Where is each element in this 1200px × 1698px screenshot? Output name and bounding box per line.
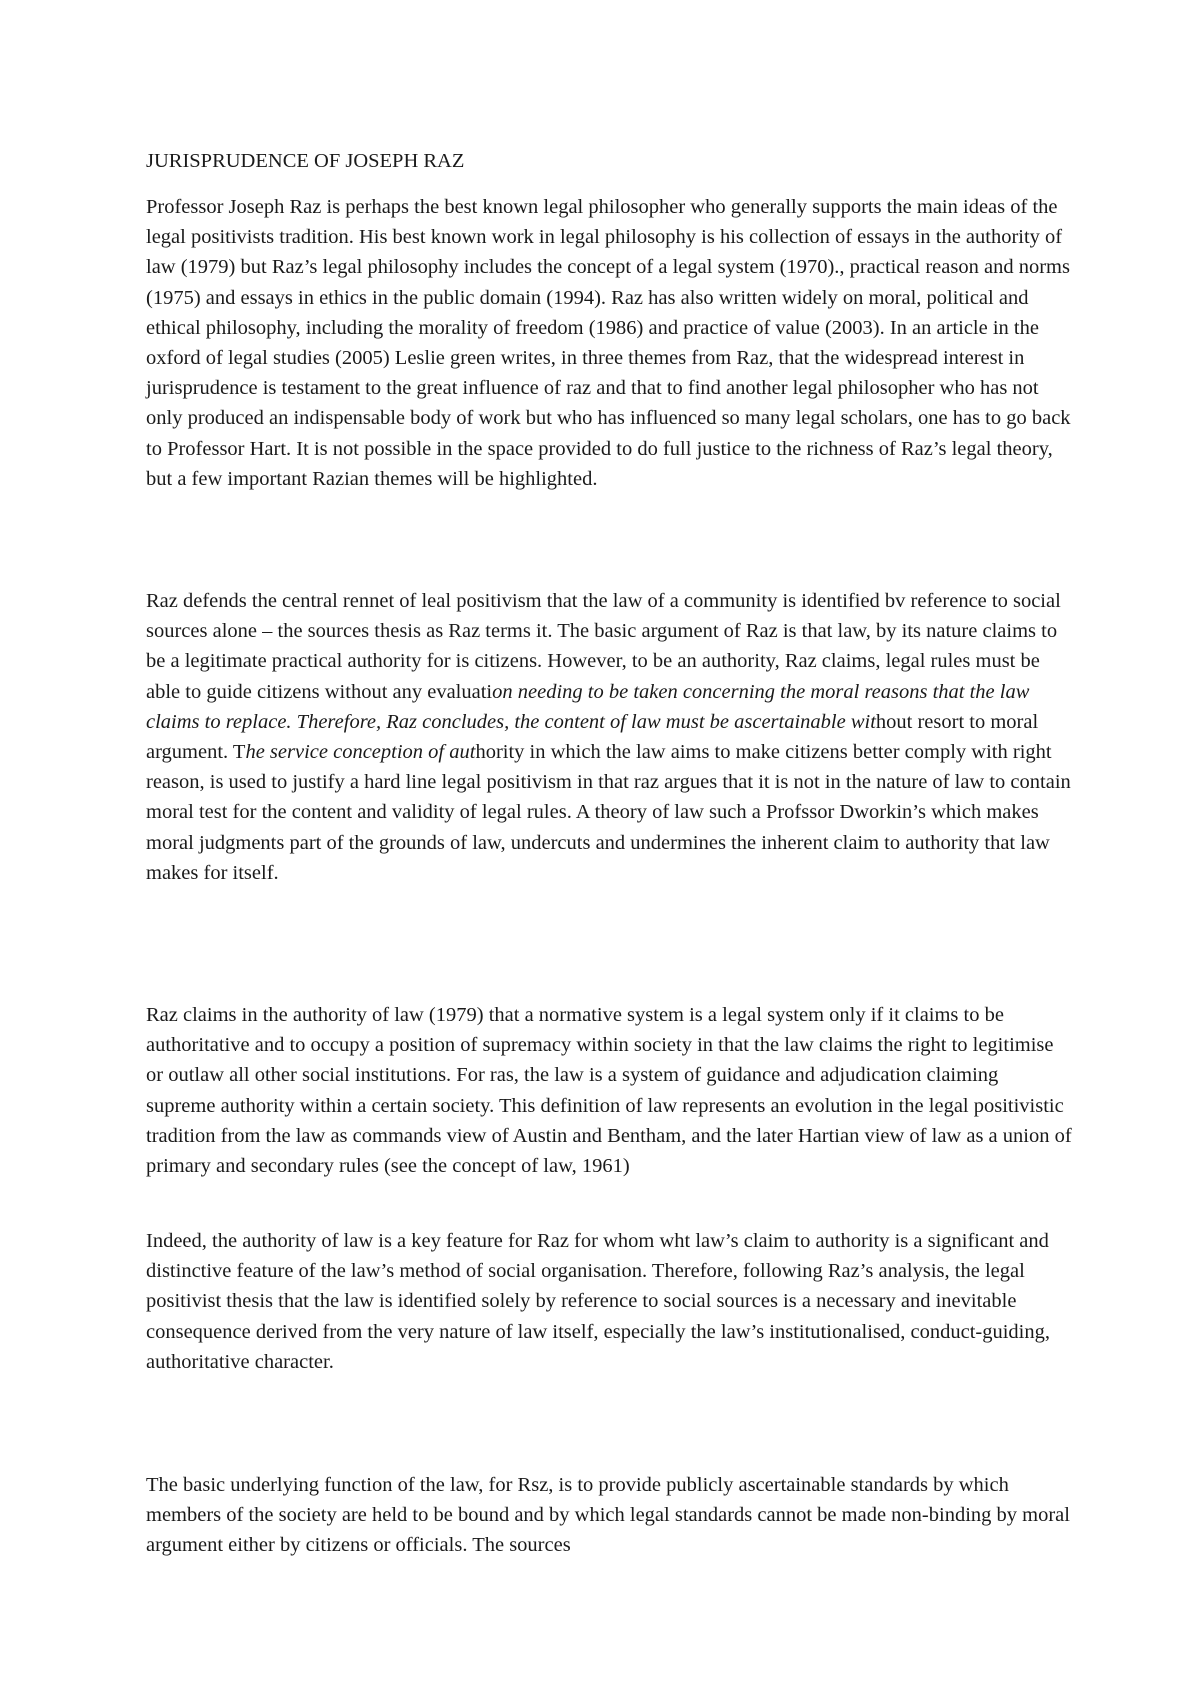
paragraph-underlying-function: The basic underlying function of the law, for Rsz, is to provide publicly ascertainable standards by which members of the society are held to be bound and by which legal standards cannot be made non-binding by moral argument either by citizens or officials. The sources <box>146 1474 1070 1557</box>
paragraph-text-segment: hout resort to moral argument. T <box>146 710 1039 764</box>
paragraph-text-segment: Raz defends the central rennet of leal positivism that the law of a community is identified bv reference to social sources alone – the sources thesis as Raz terms it. The basic argument of Raz is that law, by its nature claims to be a legitimate practical authority for is citizens. However, to be an authority, Raz claims, legal rules must be able to guide citizens without any evaluati <box>146 590 1061 703</box>
paragraph-text-segment: hority in which the law aims to make citizens better comply with right reason, is used to justify a hard line legal positivism in that raz argues that it is not in the nature of law to contain moral test for the content and validity of legal rules. A theory of law such a Profssor Dworkin’s which makes moral judgments part of the grounds of law, undercuts and undermines the inherent claim to authority that law makes for itself. <box>146 741 1071 884</box>
document-title: JURISPRUDENCE OF JOSEPH RAZ <box>146 150 465 172</box>
paragraph-normative-system: Raz claims in the authority of law (1979) that a normative system is a legal system only if it claims to be authoritative and to occupy a position of supremacy within society in that the law claims the right to legitimise or outlaw all other social institutions. For ras, the law is a system of guidance and adjudication claiming supreme authority within a certain society. This definition of law represents an evolution in the legal positivistic tradition from the law as commands view of Austin and Bentham, and the later Hartian view of law as a union of primary and secondary rules (see the concept of law, 1961) <box>146 1004 1072 1178</box>
italic-text-segment: on needing to be taken concerning the moral reasons that the law claims to replace. Therefore, Raz concludes, the content of law must be ascertainable wit <box>146 680 1030 733</box>
paragraph-authority-of-law: Indeed, the authority of law is a key feature for Raz for whom wht law’s claim to authority is a significant and distinctive feature of the law’s method of social organisation. Therefore, following Raz’s analysis, the legal positivist thesis that the law is identified solely by reference to social sources is a necessary and inevitable consequence derived from the very nature of law itself, especially the law’s institutionalised, conduct-guiding, authoritative character. <box>146 1230 1051 1373</box>
paragraph-sources-thesis <box>146 586 1072 888</box>
italic-text-segment: he service conception of aut <box>245 741 476 764</box>
paragraph-intro: Professor Joseph Raz is perhaps the best known legal philosopher who generally supports the main ideas of the legal positivists tradition. His best known work in legal philosophy is his collection of essays in the authority of law (1979) but Raz’s legal philosophy includes the concept of a legal system (1970)., practical reason and norms (1975) and essays in ethics in the public domain (1994). Raz has also written widely on moral, political and ethical philosophy, including the morality of freedom (1986) and practice of value (2003). In an article in the oxford of legal studies (2005) Leslie green writes, in three themes from Raz, that the widespread interest in jurisprudence is testament to the great influence of raz and that to find another legal philosopher who has not only produced an indispensable body of work but who has influenced so many legal scholars, one has to go back to Professor Hart. It is not possible in the space provided to do full justice to the richness of Raz’s legal theory, but a few important Razian themes will be highlighted. <box>146 196 1071 490</box>
